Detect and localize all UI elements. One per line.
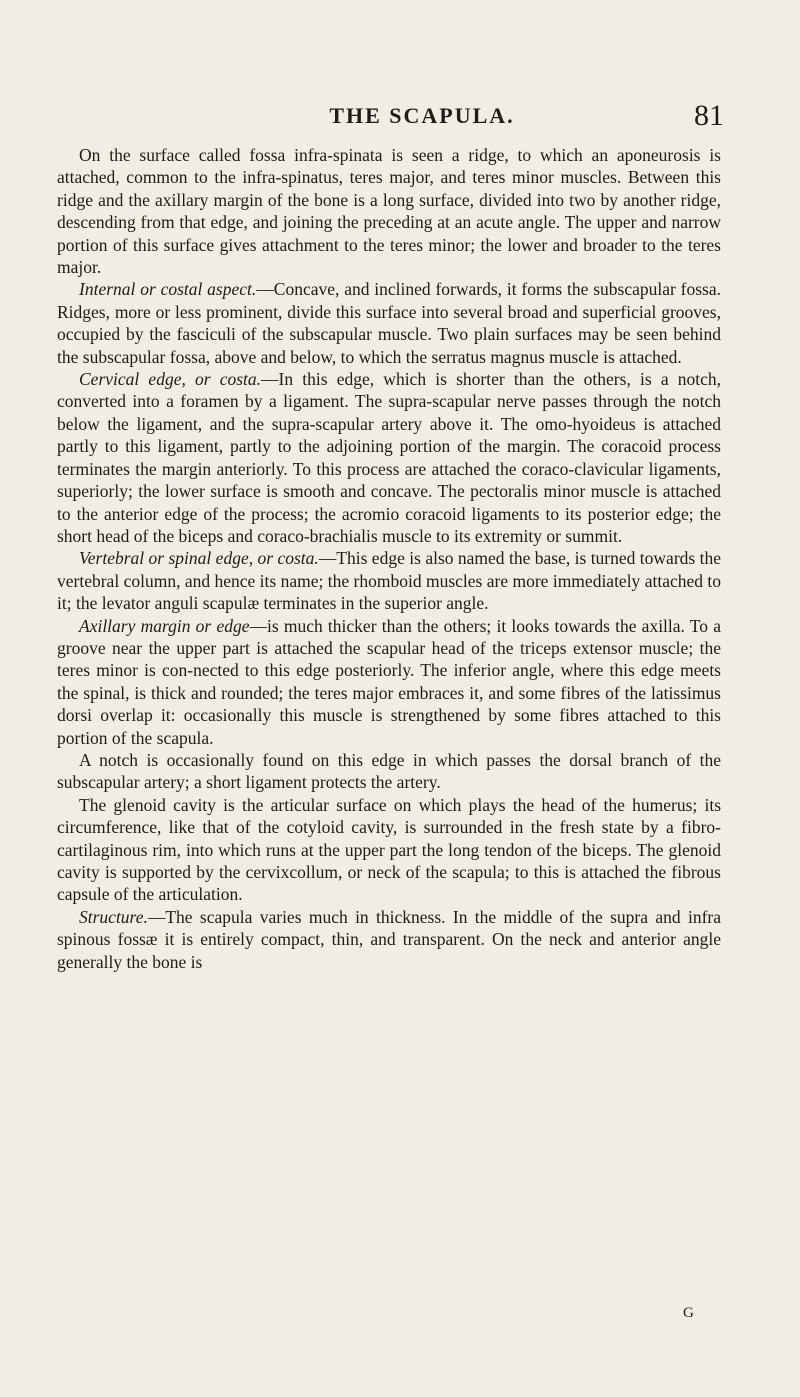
page-header (120, 98, 724, 134)
paragraph-text: —is much thicker than the others; it looks towards the axilla. To a groove near the upper part is attached the scapular head of the triceps extensor muscle; the teres minor is con-nected to this edge posteriorly. The inferior angle, where this edge meets the spinal, is thick and rounded; the teres major embraces it, and some fibres of the latissimus dorsi overlap it: occasionally this muscle is strengthened by some fibres attached to this portion of the scapula. (57, 615, 721, 748)
paragraph-cervical-edge (57, 368, 721, 547)
paragraph-infraspinous-ridge (57, 144, 721, 278)
paragraph-internal-aspect (57, 278, 721, 368)
paragraph-glenoid-cavity (57, 794, 721, 906)
paragraph-structure (57, 906, 721, 973)
paragraph-text: —This edge is also named the base, is turned towards the vertebral column, and hence its name; the rhomboid muscles are more immediately attached to it; the levator anguli scapulæ terminates in the superior angle. (57, 548, 721, 614)
running-title: THE SCAPULA. (329, 103, 515, 128)
paragraph-lead: Vertebral or spinal edge, or costa. (79, 548, 319, 569)
paragraph-text: —In this edge, which is shorter than the others, is a notch, converted into a foramen by a ligament. The supra-scapular nerve passes through the notch below the ligament, and the supra-scapular artery above it. The omo-hyoideus is attached partly to this ligament, partly to the adjoining portion of the margin. The coracoid process terminates the margin anteriorly. To this process are attached the coraco-clavicular ligaments, superiorly; the lower surface is smooth and concave. The pectoralis minor muscle is attached to the anterior edge of the process; the acromio coracoid ligaments to its posterior edge; the short head of the biceps and coraco-brachialis muscle to its extremity or summit. (57, 369, 722, 546)
paragraph-lead: Axillary margin or edge (79, 615, 250, 636)
paragraph-notch-artery (57, 749, 721, 794)
paragraph-text: The glenoid cavity is the articular surface on which plays the head of the humerus; its circumference, like that of the cotyloid cavity, is surrounded in the fresh state by a fibro-cartilaginous rim, into which runs at the upper part the long tendon of the biceps. The glenoid cavity is supported by the cervixcollum, or neck of the scapula; to this is attached the fibrous capsule of the articulation. (57, 794, 721, 905)
paragraph-lead: Structure. (79, 906, 148, 927)
paragraph-axillary-margin (57, 615, 721, 749)
paragraph-text: A notch is occasionally found on this edge in which passes the dorsal branch of the subscapular artery; a short ligament protects the artery. (57, 749, 721, 793)
paragraph-text: —Concave, and inclined forwards, it forms the subscapular fossa. Ridges, more or less prominent, divide this surface into several broad and superficial grooves, occupied by the fasciculi of the subscapular muscle. Two plain surfaces may be seen behind the subscapular fossa, above and below, to which the serratus magnus muscle is attached. (57, 279, 721, 367)
paragraph-text: On the surface called fossa infra-spinata is seen a ridge, to which an aponeurosis is attached, common to the infra-spinatus, teres major, and teres minor muscles. Between this ridge and the axillary margin of the bone is a long surface, divided into two by another ridge, descending from that edge, and joining the preceding at an acute angle. The upper and narrow portion of this surface gives attachment to the teres minor; the lower and broader to the teres major. (57, 145, 721, 278)
paragraph-lead: Cervical edge, or costa. (79, 369, 262, 390)
paragraph-vertebral-edge (57, 547, 721, 614)
paragraph-text: —The scapula varies much in thickness. In the middle of the supra and infra spinous fossæ it is entirely compact, thin, and transparent. On the neck and anterior angle generally the bone is (57, 906, 721, 972)
page-number: 81 (694, 99, 724, 132)
body-text (57, 144, 721, 973)
signature-mark: G (683, 1305, 694, 1321)
paragraph-lead: Internal or costal aspect. (79, 279, 257, 300)
